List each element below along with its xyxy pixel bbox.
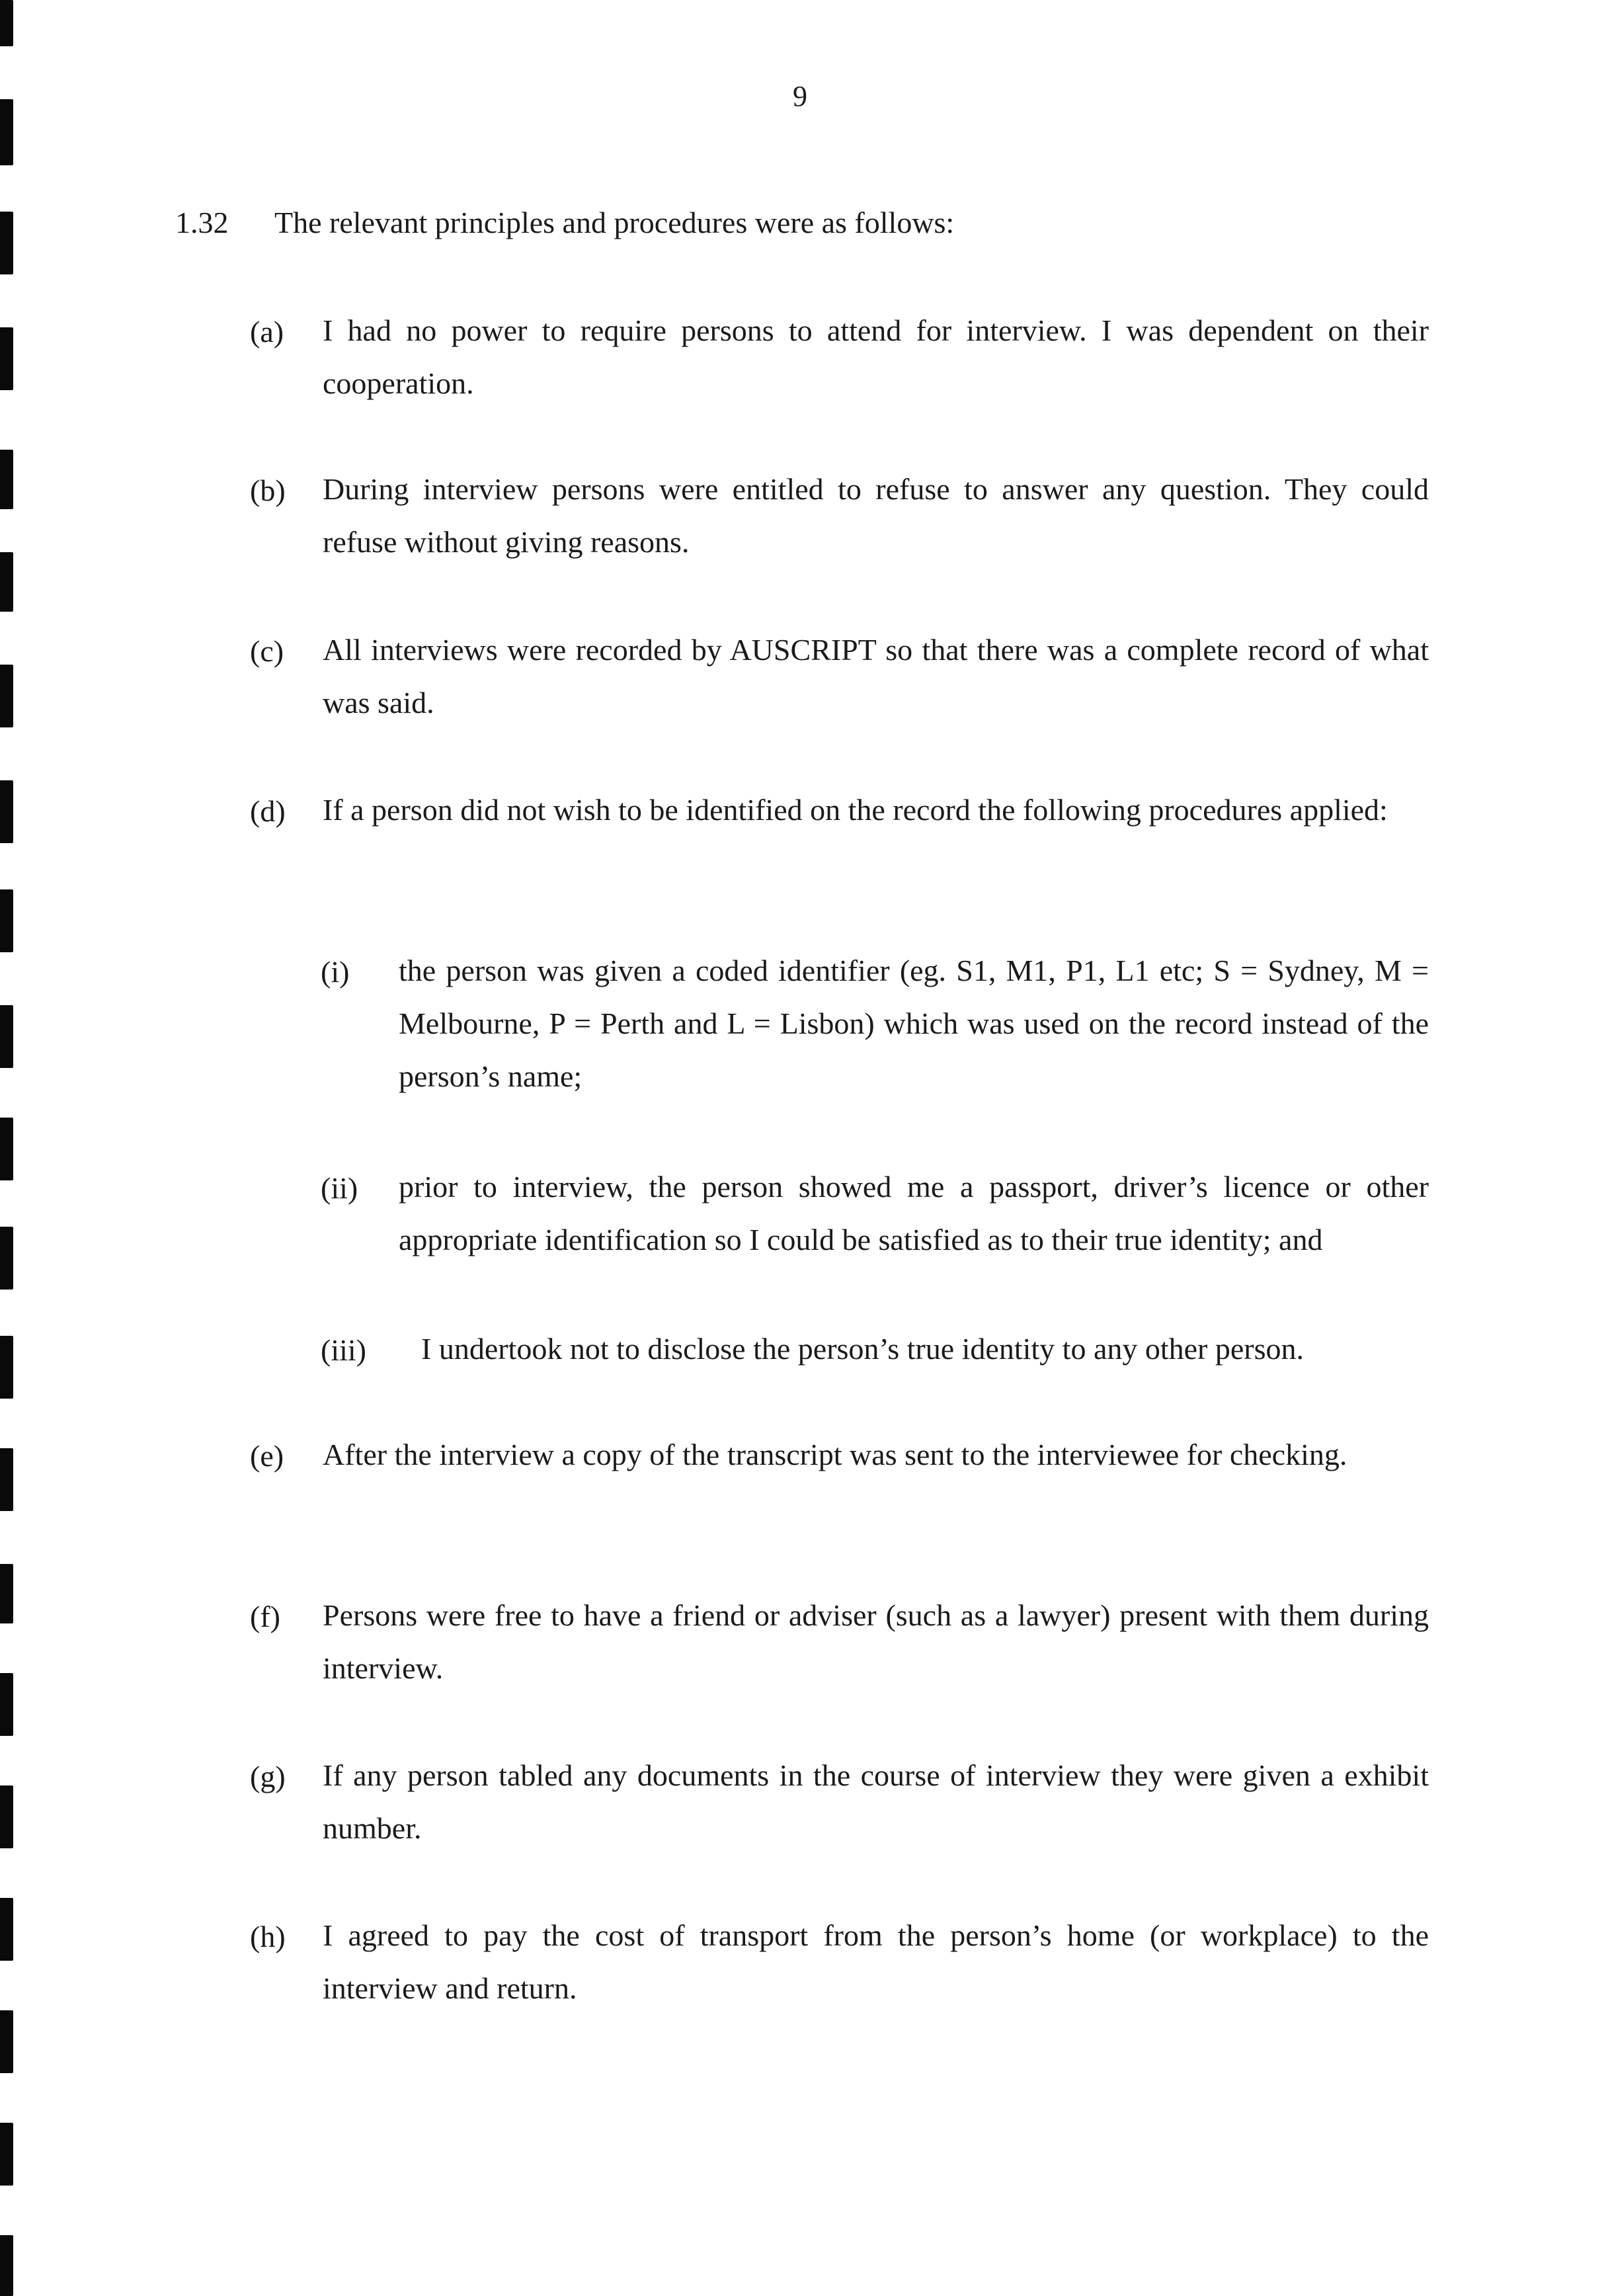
scan-edge-mark bbox=[0, 212, 13, 274]
scan-edge-mark bbox=[0, 99, 13, 165]
scan-edge-mark bbox=[0, 1448, 13, 1511]
scan-edge-mark bbox=[0, 889, 13, 952]
item-label: (d) bbox=[250, 794, 286, 828]
scan-edge-mark bbox=[0, 2123, 13, 2186]
item-label: (f) bbox=[250, 1600, 280, 1633]
sub-item-text: prior to interview, the person showed me a passport, driver’s licence or other appropriate identification so I could be satisfied as to their true identity; and bbox=[399, 1170, 1429, 1256]
scan-edge-mark bbox=[0, 780, 13, 843]
scan-edge-mark bbox=[0, 327, 13, 390]
scan-edge-mark bbox=[0, 1673, 13, 1736]
scan-edge-mark bbox=[0, 665, 13, 727]
item-text: If any person tabled any documents in the course of interview they were given a exhibit number. bbox=[323, 1758, 1429, 1845]
scan-edge-mark bbox=[0, 450, 13, 509]
paragraph-number: 1.32 bbox=[175, 206, 229, 239]
scan-edge-mark bbox=[0, 1118, 13, 1180]
scan-edge-mark bbox=[0, 0, 13, 46]
paragraph-intro: The relevant principles and procedures were as follows: bbox=[274, 206, 955, 239]
scan-edge-mark bbox=[0, 1336, 13, 1399]
sub-item-text: I undertook not to disclose the person’s true identity to any other person. bbox=[421, 1332, 1305, 1366]
item-label: (e) bbox=[250, 1439, 284, 1473]
scan-edge-mark bbox=[0, 552, 13, 612]
scan-edge-mark bbox=[0, 1564, 13, 1623]
item-text: During interview persons were entitled to refuse to answer any question. They could refuse without giving reasons. bbox=[323, 472, 1429, 559]
scan-edge-mark bbox=[0, 1785, 13, 1848]
item-label: (a) bbox=[250, 315, 284, 348]
scan-edge-mark bbox=[0, 2010, 13, 2073]
sub-item-text: the person was given a coded identifier (eg. S1, M1, P1, L1 etc; S = Sydney, M = Melbourne, P = Perth and L = Lisbon) which was used on the record instead of the person’s name; bbox=[399, 954, 1429, 1093]
scan-edge-mark bbox=[0, 1898, 13, 1961]
item-label: (g) bbox=[250, 1760, 286, 1793]
item-label: (b) bbox=[250, 473, 286, 507]
item-text: I had no power to require persons to attend for interview. I was dependent on their cooperation. bbox=[323, 313, 1429, 400]
item-label: (c) bbox=[250, 634, 284, 668]
item-text: If a person did not wish to be identified on the record the following procedures applied: bbox=[323, 793, 1388, 827]
item-text: I agreed to pay the cost of transport from the person’s home (or workplace) to the interview and return. bbox=[323, 1918, 1429, 2005]
sub-item-label: (i) bbox=[321, 955, 350, 989]
page-number: 9 bbox=[793, 80, 807, 112]
item-label: (h) bbox=[250, 1920, 286, 1953]
sub-item-label: (ii) bbox=[321, 1171, 358, 1205]
item-text: After the interview a copy of the transcript was sent to the interviewee for checking. bbox=[323, 1438, 1347, 1471]
scan-edge-mark bbox=[0, 1005, 13, 1068]
item-text: All interviews were recorded by AUSCRIPT so that there was a complete record of what was said. bbox=[323, 633, 1429, 719]
scan-edge-mark bbox=[0, 1227, 13, 1290]
scan-edge-mark bbox=[0, 2235, 13, 2296]
sub-item-label: (iii) bbox=[321, 1333, 366, 1367]
item-text: Persons were free to have a friend or adviser (such as a lawyer) present with them during interview. bbox=[323, 1598, 1429, 1685]
